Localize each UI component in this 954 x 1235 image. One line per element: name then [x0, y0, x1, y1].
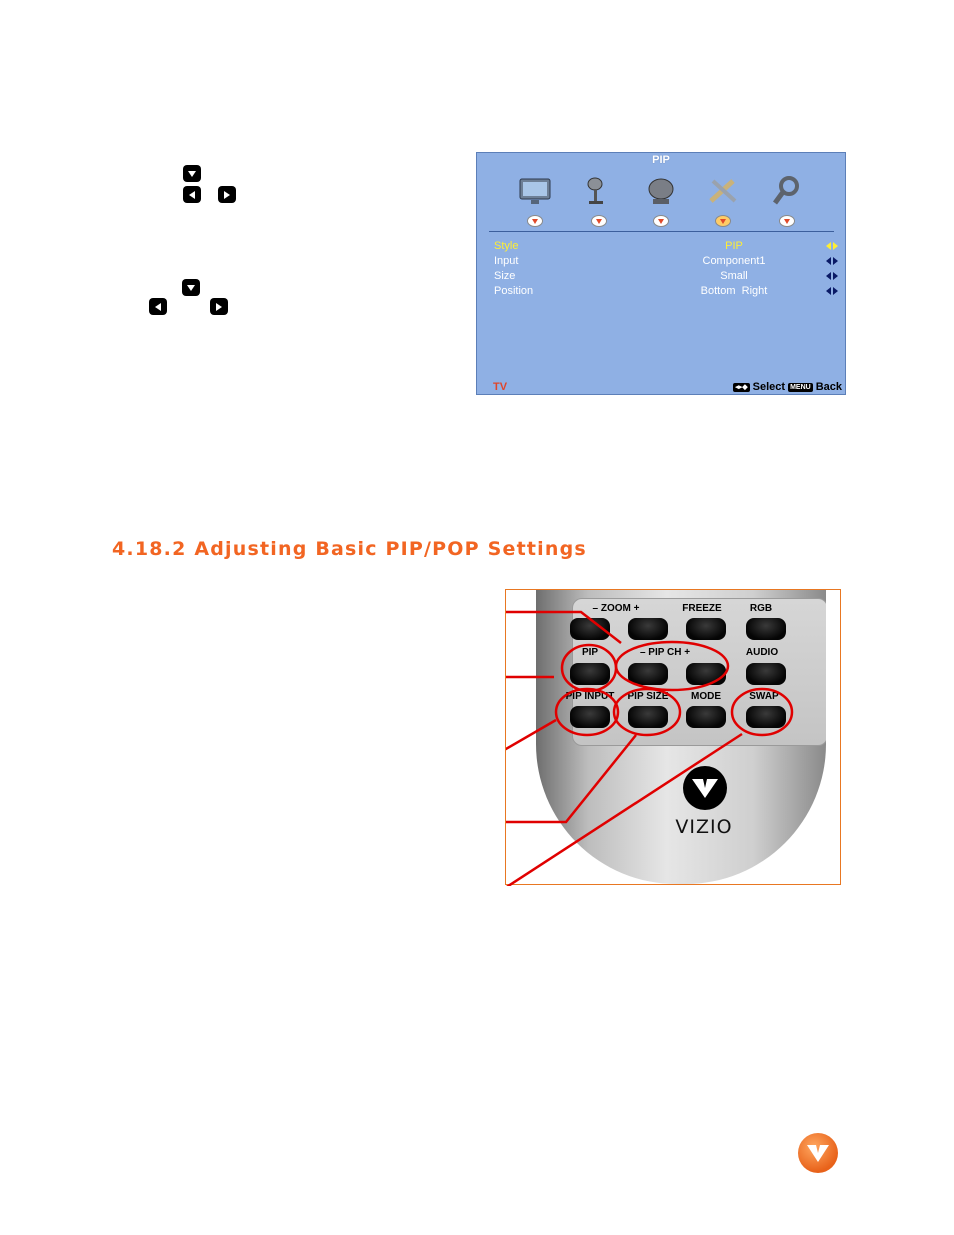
osd-row-size[interactable]: [494, 270, 839, 285]
menu-dot-icon: [527, 215, 543, 227]
osd-row-value: Bottom Right: [700, 285, 768, 297]
menu-dot-icon: [653, 215, 669, 227]
audio-icon[interactable]: [581, 175, 617, 207]
osd-row-style[interactable]: [494, 240, 839, 255]
pip-osd-menu: [476, 152, 846, 395]
osd-row-position[interactable]: [494, 285, 839, 300]
osd-row-value: PIP: [725, 240, 743, 252]
osd-row-label: Position: [494, 285, 534, 297]
osd-row-label: Size: [494, 270, 516, 282]
down-arrow-key-icon: [183, 165, 201, 182]
osd-row-label: Style: [494, 240, 519, 252]
swap-label: SWAP: [749, 691, 779, 702]
menu-dot-icon: [779, 215, 795, 227]
pip-input-callout-circle: [556, 689, 618, 735]
osd-row-value: Component1: [702, 255, 766, 267]
swap-callout-circle: [732, 689, 792, 735]
menu-dot-active-icon: [715, 215, 731, 227]
rgb-label: RGB: [749, 603, 773, 614]
pip-size-callout-circle: [614, 689, 680, 735]
osd-row-value: Small: [720, 270, 748, 282]
osd-title: PIP: [652, 154, 670, 166]
vizio-corner-logo-icon: [798, 1133, 838, 1173]
mode-label: MODE: [691, 691, 721, 702]
left-arrow-key-icon: [183, 186, 201, 203]
osd-divider: [489, 231, 834, 232]
select-hint: Select: [752, 381, 786, 393]
left-right-arrows-icon: [826, 257, 838, 265]
osd-menu-icons: [513, 171, 813, 231]
section-heading: 4.18.2 Adjusting Basic PIP/POP Settings: [112, 538, 587, 560]
zoom-label: – ZOOM +: [592, 603, 640, 614]
pip-size-leader-line: [506, 735, 636, 822]
up-down-keys-icon: ◂▸◆: [735, 383, 748, 391]
menu-key-icon: MENU: [790, 383, 811, 391]
pip-size-label: PIP SIZE: [627, 691, 669, 702]
help-icon[interactable]: [769, 175, 805, 207]
pip-input-label: PIP INPUT: [565, 691, 615, 702]
right-arrow-key-icon: [218, 186, 236, 203]
osd-row-label: Input: [494, 255, 519, 267]
pip-callout-circle: [562, 645, 616, 691]
left-right-arrows-icon: [826, 242, 838, 250]
pip-ch-label: – PIP CH +: [639, 647, 691, 658]
swap-leader-line: [506, 734, 742, 886]
osd-source-label: TV: [493, 381, 508, 393]
brand-wordmark: VIZIO: [675, 816, 733, 838]
menu-dot-icon: [591, 215, 607, 227]
back-hint: Back: [815, 381, 842, 393]
remote-photo: [505, 589, 841, 885]
osd-row-input[interactable]: [494, 255, 839, 270]
left-right-arrows-icon: [826, 272, 838, 280]
right-arrow-key-icon: [210, 298, 228, 315]
osd-footer-hints: [733, 381, 842, 393]
pip-ch-leader-line: [506, 612, 621, 643]
audio-label: AUDIO: [745, 647, 779, 658]
pip-ch-callout-circle: [616, 642, 728, 690]
picture-icon[interactable]: [517, 175, 553, 207]
pip-label: PIP: [581, 647, 599, 658]
callout-overlay: [506, 590, 842, 886]
left-right-arrows-icon: [826, 287, 838, 295]
left-arrow-key-icon: [149, 298, 167, 315]
tv-icon[interactable]: [643, 175, 679, 207]
down-arrow-key-icon: [182, 279, 200, 296]
freeze-label: FREEZE: [682, 603, 722, 614]
setup-icon[interactable]: [705, 175, 741, 207]
pip-input-leader-line: [506, 720, 556, 753]
